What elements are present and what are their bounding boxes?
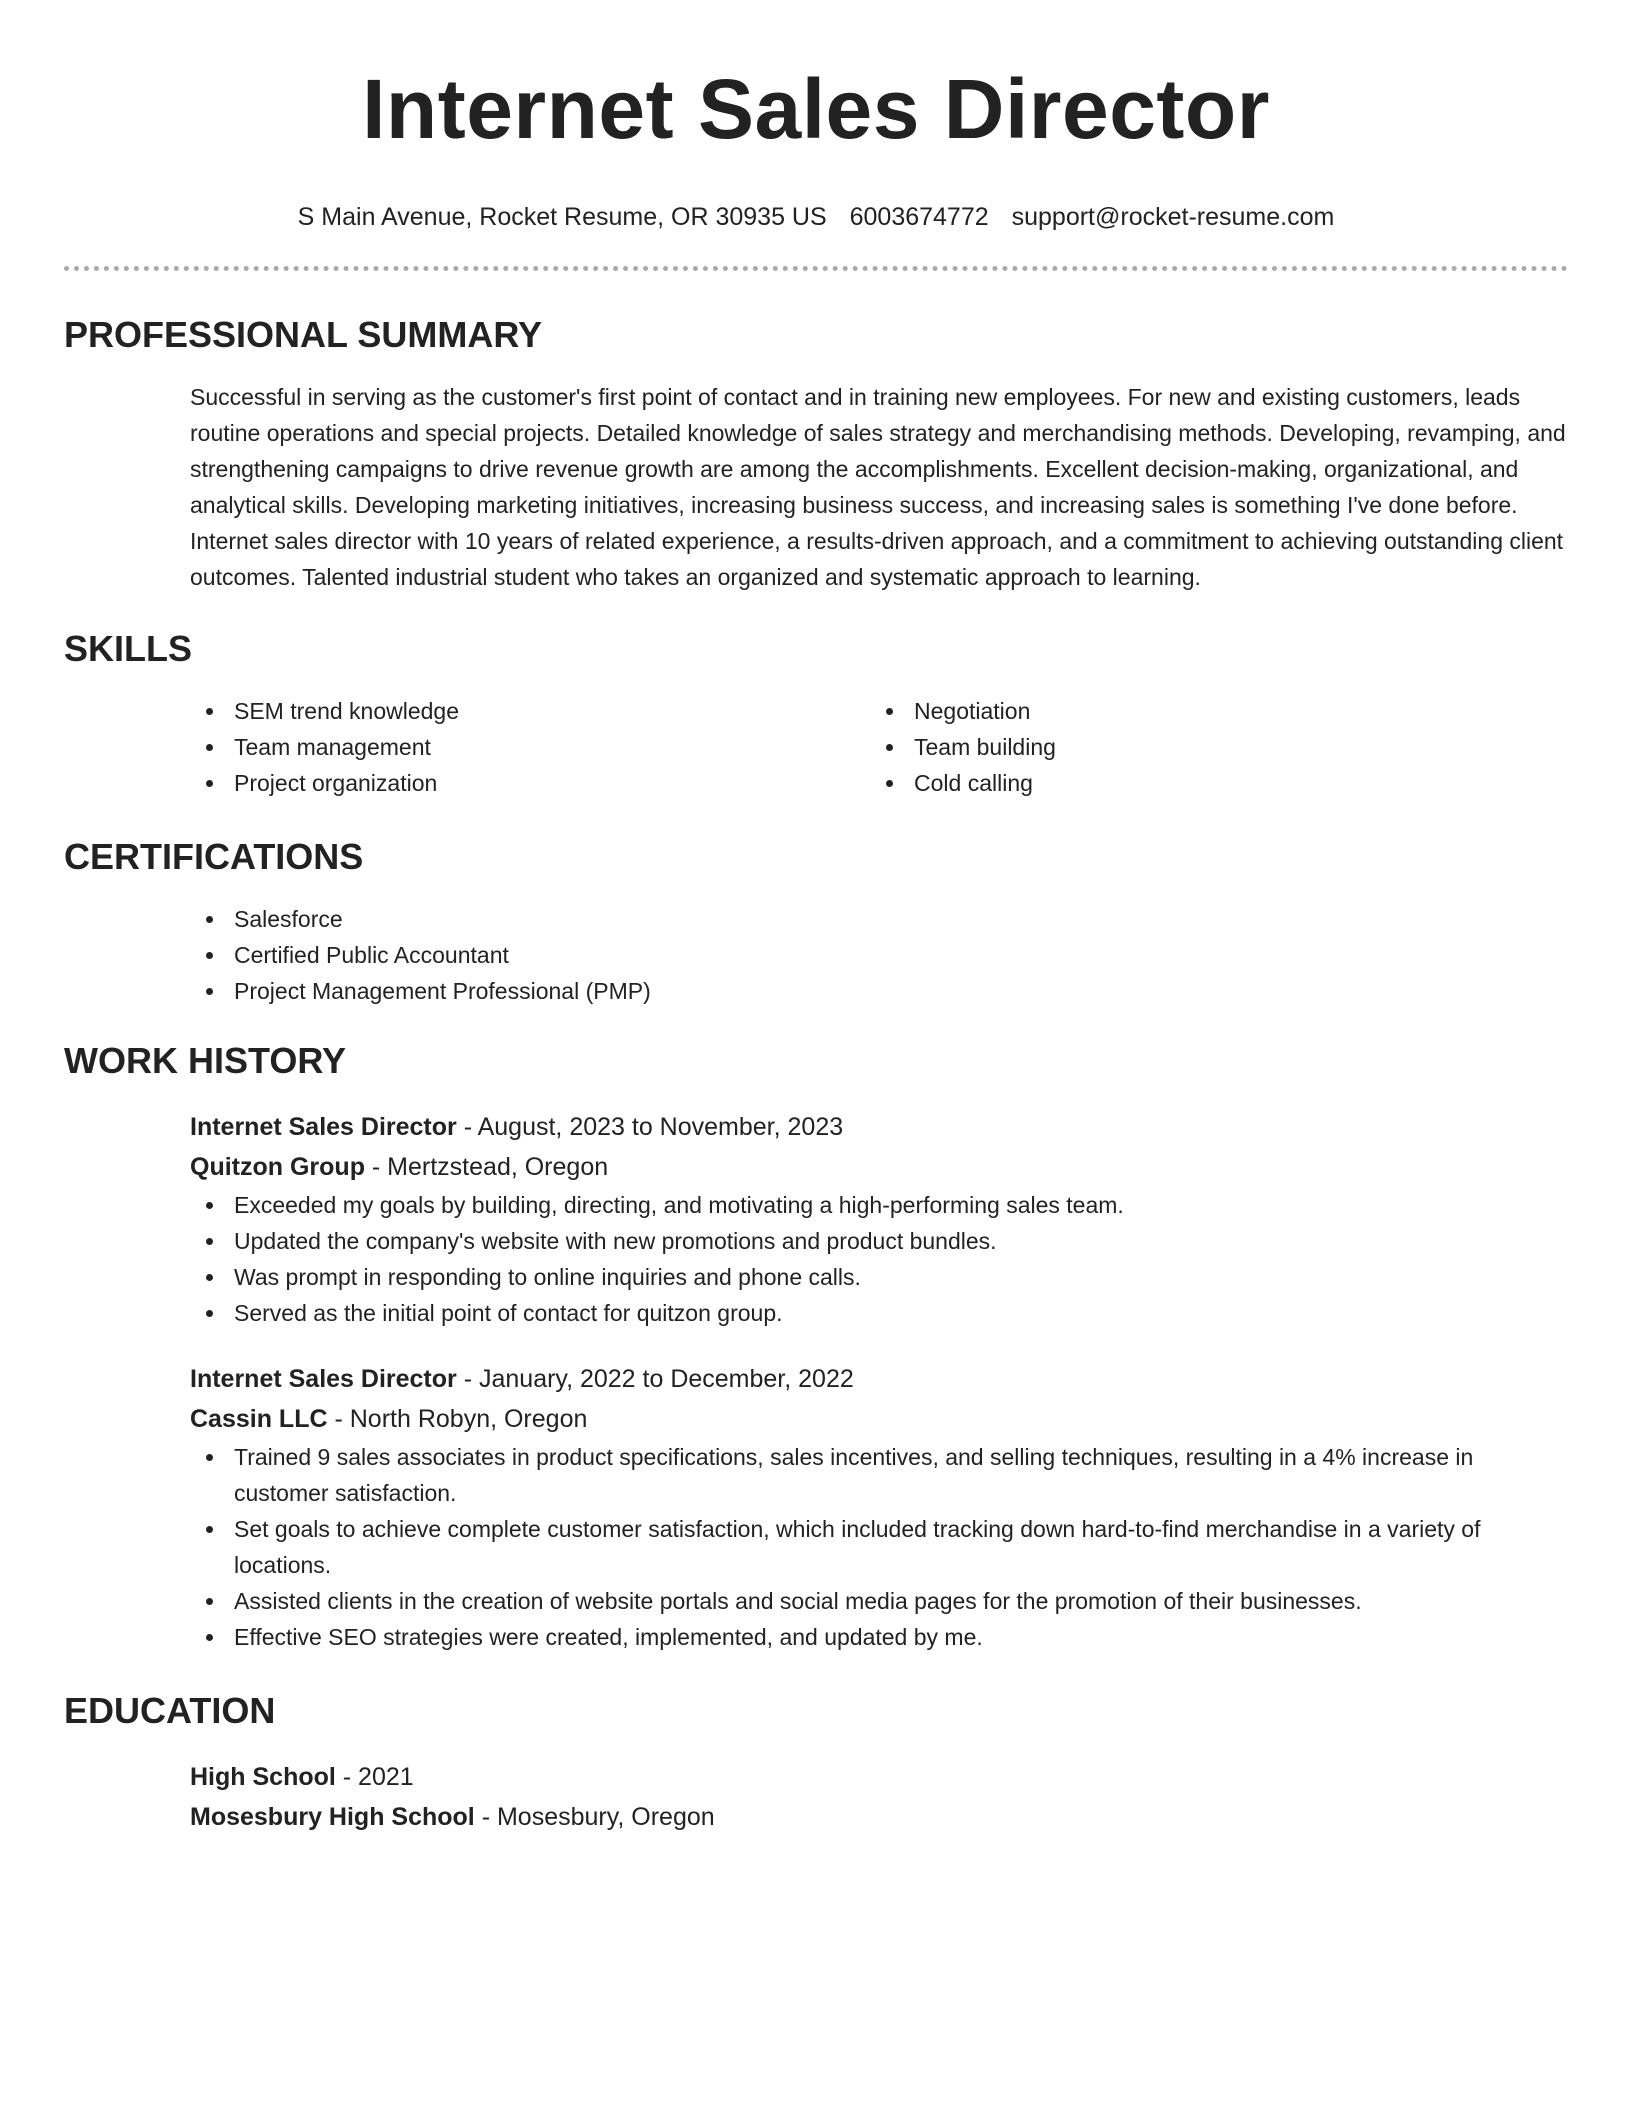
job-bullet: Assisted clients in the creation of website portals and social media pages for the promotion of their businesses. <box>190 1583 1568 1619</box>
certifications-heading: CERTIFICATIONS <box>64 836 364 877</box>
education-location: - Mosesbury, Oregon <box>474 1803 715 1831</box>
skills-heading: SKILLS <box>64 628 193 669</box>
skills-grid <box>190 693 1568 801</box>
resume-title: Internet Sales Director <box>362 62 1270 156</box>
education-year: - 2021 <box>335 1763 414 1791</box>
skill-item: Team management <box>190 729 870 765</box>
education-entry <box>190 1757 1568 1837</box>
job-bullet: Trained 9 sales associates in product specifications, sales incentives, and selling techniques, resulting in a 4% increase in customer satisfaction. <box>190 1439 1568 1511</box>
job-title-line <box>190 1359 1568 1399</box>
job-bullet: Effective SEO strategies were created, implemented, and updated by me. <box>190 1619 1568 1655</box>
job-entry <box>190 1107 1568 1331</box>
certification-item: Certified Public Accountant <box>190 937 1568 973</box>
education-school-line <box>190 1797 1568 1837</box>
job-location: - North Robyn, Oregon <box>327 1405 588 1433</box>
job-role: Internet Sales Director <box>190 1365 457 1393</box>
contact-phone: 6003674772 <box>849 203 989 231</box>
work-history-heading: WORK HISTORY <box>64 1040 347 1081</box>
education-heading: EDUCATION <box>64 1690 276 1731</box>
job-company-line <box>190 1399 1568 1439</box>
job-role: Internet Sales Director <box>190 1113 457 1141</box>
skill-item: Negotiation <box>870 693 1550 729</box>
skills-column-left <box>190 693 870 801</box>
education-degree-line <box>190 1757 1568 1797</box>
contact-address: S Main Avenue, Rocket Resume, OR 30935 US <box>297 203 827 231</box>
job-dates: - January, 2022 to December, 2022 <box>456 1365 854 1393</box>
job-company-line <box>190 1147 1568 1187</box>
certification-item: Project Management Professional (PMP) <box>190 973 1568 1009</box>
certification-item: Salesforce <box>190 901 1568 937</box>
education-degree: High School <box>190 1763 336 1791</box>
job-bullet: Served as the initial point of contact for quitzon group. <box>190 1295 1568 1331</box>
skills-column-right <box>870 693 1550 801</box>
job-company: Cassin LLC <box>190 1405 328 1433</box>
summary-text: Successful in serving as the customer's first point of contact and in training new employees. For new and existing customers, leads routine operations and special projects. Detailed knowledge of sales strategy and merchandising methods. Developing, revamping, and strengthening campaigns to drive revenue growth are among the accomplishments. Excellent decision-making, organizational, and analytical skills. Developing marketing initiatives, increasing business success, and increasing sales is something I've done before. Internet sales director with 10 years of related experience, a results-driven approach, and a commitment to achieving outstanding client outcomes. Talented industrial student who takes an organized and systematic approach to learning. <box>190 384 1566 590</box>
job-bullet: Set goals to achieve complete customer satisfaction, which included tracking down hard-to-find merchandise in a variety of locations. <box>190 1511 1568 1583</box>
job-dates: - August, 2023 to November, 2023 <box>456 1113 844 1141</box>
job-title-line <box>190 1107 1568 1147</box>
certifications-list-wrap <box>190 901 1568 1009</box>
skill-item: Team building <box>870 729 1550 765</box>
job-bullet: Exceeded my goals by building, directing, and motivating a high-performing sales team. <box>190 1187 1568 1223</box>
skill-item: SEM trend knowledge <box>190 693 870 729</box>
job-bullets <box>190 1187 1568 1331</box>
job-company: Quitzon Group <box>190 1153 365 1181</box>
certifications-list <box>190 901 1568 1009</box>
contact-email: support@rocket-resume.com <box>1011 203 1335 231</box>
summary-heading: PROFESSIONAL SUMMARY <box>64 314 543 355</box>
job-bullets <box>190 1439 1568 1655</box>
skill-item: Cold calling <box>870 765 1550 801</box>
job-bullet: Was prompt in responding to online inquiries and phone calls. <box>190 1259 1568 1295</box>
header-divider <box>64 266 1568 271</box>
skill-item: Project organization <box>190 765 870 801</box>
job-bullet: Updated the company's website with new promotions and product bundles. <box>190 1223 1568 1259</box>
job-location: - Mertzstead, Oregon <box>364 1153 609 1181</box>
contact-line <box>64 200 1568 234</box>
education-school: Mosesbury High School <box>190 1803 475 1831</box>
job-entry <box>190 1359 1568 1655</box>
